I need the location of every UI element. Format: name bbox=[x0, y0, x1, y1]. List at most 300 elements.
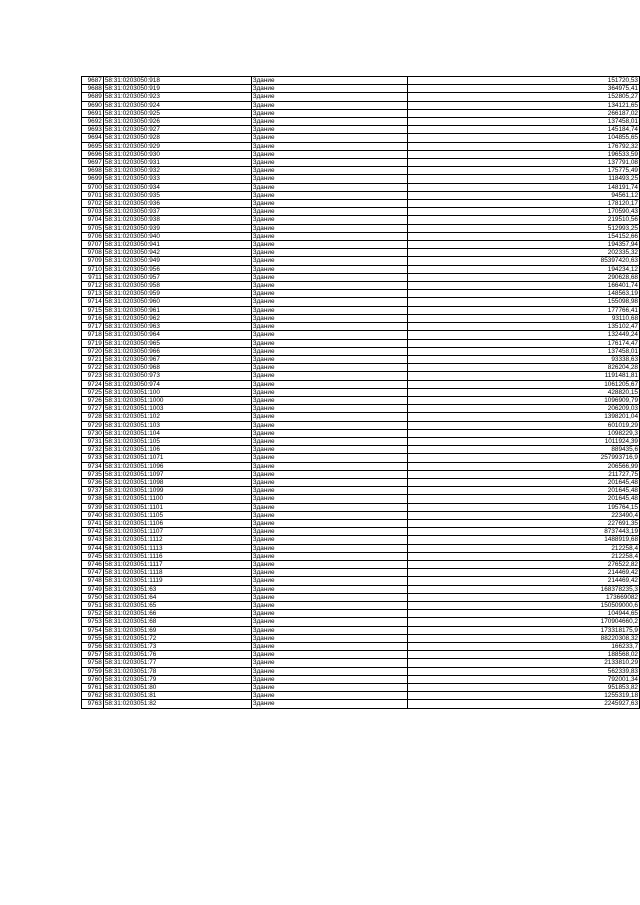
object-type: Здание bbox=[251, 290, 407, 298]
cadastral-value: 166233,7 bbox=[407, 643, 639, 651]
row-number: 9688 bbox=[82, 85, 104, 93]
cadastral-number: 58:31:0203050:957 bbox=[103, 273, 251, 281]
cadastral-number: 58:31:0203051:1116 bbox=[103, 552, 251, 560]
table-row bbox=[82, 470, 640, 478]
row-number: 9740 bbox=[82, 511, 104, 519]
object-type: Здание bbox=[251, 323, 407, 331]
table-row bbox=[82, 585, 640, 593]
cadastral-value: 195764,15 bbox=[407, 503, 639, 511]
object-type: Здание bbox=[251, 232, 407, 240]
row-number: 9687 bbox=[82, 77, 104, 85]
object-type: Здание bbox=[251, 569, 407, 577]
cadastral-value: 219510,56 bbox=[407, 216, 639, 224]
object-type: Здание bbox=[251, 659, 407, 667]
object-type: Здание bbox=[251, 446, 407, 454]
cadastral-value: 173318175,9 bbox=[407, 626, 639, 634]
row-number: 9718 bbox=[82, 331, 104, 339]
cadastral-number: 58:31:0203051:76 bbox=[103, 651, 251, 659]
object-type: Здание bbox=[251, 109, 407, 117]
table-row bbox=[82, 478, 640, 486]
table-row bbox=[82, 142, 640, 150]
row-number: 9752 bbox=[82, 610, 104, 618]
row-number: 9698 bbox=[82, 167, 104, 175]
cadastral-number: 58:31:0203051:82 bbox=[103, 700, 251, 708]
table-row bbox=[82, 298, 640, 306]
cadastral-value: 194234,12 bbox=[407, 265, 639, 273]
row-number: 9690 bbox=[82, 101, 104, 109]
cadastral-value: 168378235,3 bbox=[407, 585, 639, 593]
table-row bbox=[82, 364, 640, 372]
object-type: Здание bbox=[251, 126, 407, 134]
cadastral-number: 58:31:0203050:928 bbox=[103, 134, 251, 142]
row-number: 9709 bbox=[82, 257, 104, 265]
table-row bbox=[82, 306, 640, 314]
table-row bbox=[82, 577, 640, 585]
table-row bbox=[82, 257, 640, 265]
cadastral-value: 201645,48 bbox=[407, 495, 639, 503]
cadastral-number: 58:31:0203050:961 bbox=[103, 306, 251, 314]
row-number: 9746 bbox=[82, 560, 104, 568]
cadastral-number: 58:31:0203051:1071 bbox=[103, 454, 251, 462]
object-type: Здание bbox=[251, 634, 407, 642]
cadastral-value: 211727,75 bbox=[407, 470, 639, 478]
object-type: Здание bbox=[251, 503, 407, 511]
cadastral-number: 58:31:0203051:1118 bbox=[103, 569, 251, 577]
cadastral-value: 94561,12 bbox=[407, 191, 639, 199]
cadastral-number: 58:31:0203050:974 bbox=[103, 380, 251, 388]
object-type: Здание bbox=[251, 372, 407, 380]
cadastral-number: 58:31:0203051:105 bbox=[103, 437, 251, 445]
cadastral-value: 175775,49 bbox=[407, 167, 639, 175]
object-type: Здание bbox=[251, 282, 407, 290]
cadastral-value: 276522,82 bbox=[407, 560, 639, 568]
table-row bbox=[82, 462, 640, 470]
cadastral-number: 58:31:0203050:934 bbox=[103, 183, 251, 191]
table-row bbox=[82, 77, 640, 85]
row-number: 9710 bbox=[82, 265, 104, 273]
cadastral-value: 166401,74 bbox=[407, 282, 639, 290]
table-row bbox=[82, 101, 640, 109]
table-row bbox=[82, 643, 640, 651]
row-number: 9743 bbox=[82, 536, 104, 544]
cadastral-number: 58:31:0203051:102 bbox=[103, 413, 251, 421]
cadastral-number: 58:31:0203051:1119 bbox=[103, 577, 251, 585]
row-number: 9694 bbox=[82, 134, 104, 142]
cadastral-number: 58:31:0203050:940 bbox=[103, 232, 251, 240]
object-type: Здание bbox=[251, 396, 407, 404]
table-row bbox=[82, 511, 640, 519]
cadastral-number: 58:31:0203050:929 bbox=[103, 142, 251, 150]
row-number: 9704 bbox=[82, 216, 104, 224]
table-row bbox=[82, 618, 640, 626]
row-number: 9734 bbox=[82, 462, 104, 470]
cadastral-value: 88220308,32 bbox=[407, 634, 639, 642]
object-type: Здание bbox=[251, 454, 407, 462]
row-number: 9762 bbox=[82, 692, 104, 700]
cadastral-value: 1255319,18 bbox=[407, 692, 639, 700]
table-row bbox=[82, 339, 640, 347]
object-type: Здание bbox=[251, 298, 407, 306]
cadastral-number: 58:31:0203051:69 bbox=[103, 626, 251, 634]
table-row bbox=[82, 85, 640, 93]
object-type: Здание bbox=[251, 339, 407, 347]
table-row bbox=[82, 347, 640, 355]
row-number: 9728 bbox=[82, 413, 104, 421]
cadastral-number: 58:31:0203050:930 bbox=[103, 150, 251, 158]
row-number: 9751 bbox=[82, 602, 104, 610]
row-number: 9741 bbox=[82, 519, 104, 527]
object-type: Здание bbox=[251, 487, 407, 495]
row-number: 9729 bbox=[82, 421, 104, 429]
table-row bbox=[82, 659, 640, 667]
cadastral-value: 206209,03 bbox=[407, 405, 639, 413]
table-row bbox=[82, 372, 640, 380]
cadastral-number: 58:31:0203051:1003 bbox=[103, 405, 251, 413]
table-row bbox=[82, 331, 640, 339]
table-row bbox=[82, 692, 640, 700]
row-number: 9717 bbox=[82, 323, 104, 331]
object-type: Здание bbox=[251, 93, 407, 101]
cadastral-value: 1096909,79 bbox=[407, 396, 639, 404]
cadastral-number: 58:31:0203050:960 bbox=[103, 298, 251, 306]
cadastral-number: 58:31:0203050:937 bbox=[103, 208, 251, 216]
cadastral-value: 1488919,68 bbox=[407, 536, 639, 544]
cadastral-value-table bbox=[81, 76, 640, 709]
cadastral-value: 151720,53 bbox=[407, 77, 639, 85]
cadastral-value: 951853,82 bbox=[407, 684, 639, 692]
table-row bbox=[82, 241, 640, 249]
cadastral-value: 176174,47 bbox=[407, 339, 639, 347]
object-type: Здание bbox=[251, 273, 407, 281]
object-type: Здание bbox=[251, 142, 407, 150]
object-type: Здание bbox=[251, 421, 407, 429]
object-type: Здание bbox=[251, 511, 407, 519]
row-number: 9689 bbox=[82, 93, 104, 101]
object-type: Здание bbox=[251, 437, 407, 445]
table-row bbox=[82, 552, 640, 560]
object-type: Здание bbox=[251, 675, 407, 683]
table-row bbox=[82, 118, 640, 126]
cadastral-value: 178120,17 bbox=[407, 200, 639, 208]
cadastral-value: 214469,42 bbox=[407, 569, 639, 577]
cadastral-value: 257993716,9 bbox=[407, 454, 639, 462]
table-row bbox=[82, 528, 640, 536]
cadastral-value: 135102,47 bbox=[407, 323, 639, 331]
cadastral-number: 58:31:0203051:106 bbox=[103, 446, 251, 454]
row-number: 9754 bbox=[82, 626, 104, 634]
object-type: Здание bbox=[251, 478, 407, 486]
table-row bbox=[82, 323, 640, 331]
cadastral-number: 58:31:0203050:958 bbox=[103, 282, 251, 290]
cadastral-number: 58:31:0203051:104 bbox=[103, 429, 251, 437]
row-number: 9711 bbox=[82, 273, 104, 281]
cadastral-number: 58:31:0203051:1106 bbox=[103, 519, 251, 527]
object-type: Здание bbox=[251, 413, 407, 421]
cadastral-number: 58:31:0203050:959 bbox=[103, 290, 251, 298]
table-row bbox=[82, 150, 640, 158]
row-number: 9737 bbox=[82, 487, 104, 495]
cadastral-value: 206566,99 bbox=[407, 462, 639, 470]
cadastral-number: 58:31:0203050:949 bbox=[103, 257, 251, 265]
row-number: 9705 bbox=[82, 224, 104, 232]
table-row bbox=[82, 134, 640, 142]
table-row bbox=[82, 429, 640, 437]
row-number: 9738 bbox=[82, 495, 104, 503]
cadastral-number: 58:31:0203050:939 bbox=[103, 224, 251, 232]
row-number: 9695 bbox=[82, 142, 104, 150]
object-type: Здание bbox=[251, 216, 407, 224]
object-type: Здание bbox=[251, 528, 407, 536]
object-type: Здание bbox=[251, 241, 407, 249]
row-number: 9702 bbox=[82, 200, 104, 208]
cadastral-number: 58:31:0203051:79 bbox=[103, 675, 251, 683]
object-type: Здание bbox=[251, 700, 407, 708]
table-row bbox=[82, 93, 640, 101]
cadastral-number: 58:31:0203051:1101 bbox=[103, 503, 251, 511]
table-row bbox=[82, 109, 640, 117]
row-number: 9714 bbox=[82, 298, 104, 306]
row-number: 9712 bbox=[82, 282, 104, 290]
table-row bbox=[82, 290, 640, 298]
cadastral-value: 512993,25 bbox=[407, 224, 639, 232]
table-row bbox=[82, 536, 640, 544]
row-number: 9744 bbox=[82, 544, 104, 552]
row-number: 9701 bbox=[82, 191, 104, 199]
row-number: 9715 bbox=[82, 306, 104, 314]
cadastral-value: 562339,83 bbox=[407, 667, 639, 675]
cadastral-value: 792001,34 bbox=[407, 675, 639, 683]
row-number: 9708 bbox=[82, 249, 104, 257]
table-row bbox=[82, 454, 640, 462]
cadastral-number: 58:31:0203050:938 bbox=[103, 216, 251, 224]
cadastral-number: 58:31:0203050:973 bbox=[103, 372, 251, 380]
object-type: Здание bbox=[251, 331, 407, 339]
cadastral-value: 1098229,3 bbox=[407, 429, 639, 437]
cadastral-value: 2133810,29 bbox=[407, 659, 639, 667]
object-type: Здание bbox=[251, 560, 407, 568]
row-number: 9703 bbox=[82, 208, 104, 216]
cadastral-value: 290628,68 bbox=[407, 273, 639, 281]
cadastral-number: 58:31:0203050:927 bbox=[103, 126, 251, 134]
table-row bbox=[82, 487, 640, 495]
row-number: 9749 bbox=[82, 585, 104, 593]
object-type: Здание bbox=[251, 101, 407, 109]
cadastral-value: 1011924,39 bbox=[407, 437, 639, 445]
cadastral-value: 826204,28 bbox=[407, 364, 639, 372]
cadastral-value: 154152,66 bbox=[407, 232, 639, 240]
row-number: 9736 bbox=[82, 478, 104, 486]
row-number: 9759 bbox=[82, 667, 104, 675]
cadastral-number: 58:31:0203051:100 bbox=[103, 388, 251, 396]
table-row bbox=[82, 282, 640, 290]
cadastral-value: 196533,59 bbox=[407, 150, 639, 158]
cadastral-number: 58:31:0203051:68 bbox=[103, 618, 251, 626]
row-number: 9732 bbox=[82, 446, 104, 454]
object-type: Здание bbox=[251, 208, 407, 216]
cadastral-number: 58:31:0203050:964 bbox=[103, 331, 251, 339]
cadastral-number: 58:31:0203051:78 bbox=[103, 667, 251, 675]
row-number: 9739 bbox=[82, 503, 104, 511]
object-type: Здание bbox=[251, 462, 407, 470]
row-number: 9713 bbox=[82, 290, 104, 298]
row-number: 9726 bbox=[82, 396, 104, 404]
cadastral-number: 58:31:0203051:103 bbox=[103, 421, 251, 429]
cadastral-number: 58:31:0203051:73 bbox=[103, 643, 251, 651]
object-type: Здание bbox=[251, 191, 407, 199]
cadastral-number: 58:31:0203050:965 bbox=[103, 339, 251, 347]
cadastral-value: 137458,01 bbox=[407, 118, 639, 126]
table-row bbox=[82, 167, 640, 175]
row-number: 9706 bbox=[82, 232, 104, 240]
cadastral-value: 214469,42 bbox=[407, 577, 639, 585]
cadastral-value: 85397420,63 bbox=[407, 257, 639, 265]
object-type: Здание bbox=[251, 577, 407, 585]
cadastral-number: 58:31:0203051:1097 bbox=[103, 470, 251, 478]
table-row bbox=[82, 413, 640, 421]
object-type: Здание bbox=[251, 684, 407, 692]
object-type: Здание bbox=[251, 175, 407, 183]
cadastral-value: 889435,6 bbox=[407, 446, 639, 454]
object-type: Здание bbox=[251, 429, 407, 437]
object-type: Здание bbox=[251, 364, 407, 372]
table-row bbox=[82, 667, 640, 675]
object-type: Здание bbox=[251, 610, 407, 618]
cadastral-number: 58:31:0203051:1100 bbox=[103, 495, 251, 503]
table-row bbox=[82, 265, 640, 273]
cadastral-value: 152805,27 bbox=[407, 93, 639, 101]
table-row bbox=[82, 503, 640, 511]
table-row bbox=[82, 208, 640, 216]
cadastral-value: 155098,98 bbox=[407, 298, 639, 306]
table-row bbox=[82, 314, 640, 322]
row-number: 9699 bbox=[82, 175, 104, 183]
table-row bbox=[82, 544, 640, 552]
cadastral-number: 58:31:0203051:64 bbox=[103, 593, 251, 601]
object-type: Здание bbox=[251, 159, 407, 167]
cadastral-number: 58:31:0203051:77 bbox=[103, 659, 251, 667]
table-row bbox=[82, 602, 640, 610]
row-number: 9725 bbox=[82, 388, 104, 396]
table-row bbox=[82, 200, 640, 208]
object-type: Здание bbox=[251, 692, 407, 700]
table-row bbox=[82, 388, 640, 396]
row-number: 9735 bbox=[82, 470, 104, 478]
object-type: Здание bbox=[251, 544, 407, 552]
cadastral-number: 58:31:0203050:918 bbox=[103, 77, 251, 85]
object-type: Здание bbox=[251, 200, 407, 208]
cadastral-number: 58:31:0203051:72 bbox=[103, 634, 251, 642]
table-row bbox=[82, 700, 640, 708]
cadastral-value: 145184,74 bbox=[407, 126, 639, 134]
cadastral-number: 58:31:0203051:1098 bbox=[103, 478, 251, 486]
row-number: 9742 bbox=[82, 528, 104, 536]
cadastral-number: 58:31:0203050:919 bbox=[103, 85, 251, 93]
object-type: Здание bbox=[251, 519, 407, 527]
object-type: Здание bbox=[251, 552, 407, 560]
cadastral-value: 8737443,19 bbox=[407, 528, 639, 536]
row-number: 9722 bbox=[82, 364, 104, 372]
row-number: 9760 bbox=[82, 675, 104, 683]
row-number: 9761 bbox=[82, 684, 104, 692]
cadastral-number: 58:31:0203050:924 bbox=[103, 101, 251, 109]
object-type: Здание bbox=[251, 470, 407, 478]
table-row bbox=[82, 232, 640, 240]
cadastral-number: 58:31:0203050:968 bbox=[103, 364, 251, 372]
table-row bbox=[82, 446, 640, 454]
row-number: 9700 bbox=[82, 183, 104, 191]
object-type: Здание bbox=[251, 602, 407, 610]
table-row bbox=[82, 675, 640, 683]
cadastral-value: 134121,65 bbox=[407, 101, 639, 109]
cadastral-value: 202335,32 bbox=[407, 249, 639, 257]
row-number: 9753 bbox=[82, 618, 104, 626]
cadastral-number: 58:31:0203050:942 bbox=[103, 249, 251, 257]
object-type: Здание bbox=[251, 495, 407, 503]
object-type: Здание bbox=[251, 536, 407, 544]
cadastral-number: 58:31:0203051:65 bbox=[103, 602, 251, 610]
object-type: Здание bbox=[251, 626, 407, 634]
cadastral-number: 58:31:0203051:1105 bbox=[103, 511, 251, 519]
object-type: Здание bbox=[251, 667, 407, 675]
object-type: Здание bbox=[251, 314, 407, 322]
row-number: 9721 bbox=[82, 355, 104, 363]
cadastral-value: 170590,43 bbox=[407, 208, 639, 216]
row-number: 9727 bbox=[82, 405, 104, 413]
cadastral-value: 148563,19 bbox=[407, 290, 639, 298]
object-type: Здание bbox=[251, 405, 407, 413]
cadastral-value: 201645,48 bbox=[407, 487, 639, 495]
object-type: Здание bbox=[251, 118, 407, 126]
object-type: Здание bbox=[251, 651, 407, 659]
cadastral-value: 118493,25 bbox=[407, 175, 639, 183]
object-type: Здание bbox=[251, 85, 407, 93]
cadastral-number: 58:31:0203050:933 bbox=[103, 175, 251, 183]
cadastral-number: 58:31:0203051:1099 bbox=[103, 487, 251, 495]
object-type: Здание bbox=[251, 585, 407, 593]
cadastral-value: 1061205,67 bbox=[407, 380, 639, 388]
cadastral-value: 194357,94 bbox=[407, 241, 639, 249]
row-number: 9697 bbox=[82, 159, 104, 167]
cadastral-value: 104944,65 bbox=[407, 610, 639, 618]
table-row bbox=[82, 560, 640, 568]
object-type: Здание bbox=[251, 134, 407, 142]
object-type: Здание bbox=[251, 167, 407, 175]
table-row bbox=[82, 651, 640, 659]
cadastral-value: 104855,65 bbox=[407, 134, 639, 142]
object-type: Здание bbox=[251, 347, 407, 355]
object-type: Здание bbox=[251, 643, 407, 651]
cadastral-number: 58:31:0203050:923 bbox=[103, 93, 251, 101]
cadastral-number: 58:31:0203051:63 bbox=[103, 585, 251, 593]
table-row bbox=[82, 126, 640, 134]
row-number: 9747 bbox=[82, 569, 104, 577]
cadastral-value: 93110,68 bbox=[407, 314, 639, 322]
table-row bbox=[82, 421, 640, 429]
cadastral-value: 93338,63 bbox=[407, 355, 639, 363]
object-type: Здание bbox=[251, 355, 407, 363]
cadastral-value: 266187,02 bbox=[407, 109, 639, 117]
row-number: 9724 bbox=[82, 380, 104, 388]
row-number: 9691 bbox=[82, 109, 104, 117]
row-number: 9723 bbox=[82, 372, 104, 380]
table-row bbox=[82, 519, 640, 527]
row-number: 9707 bbox=[82, 241, 104, 249]
object-type: Здание bbox=[251, 380, 407, 388]
cadastral-number: 58:31:0203050:966 bbox=[103, 347, 251, 355]
cadastral-value: 137458,01 bbox=[407, 347, 639, 355]
table-row bbox=[82, 183, 640, 191]
cadastral-number: 58:31:0203050:941 bbox=[103, 241, 251, 249]
